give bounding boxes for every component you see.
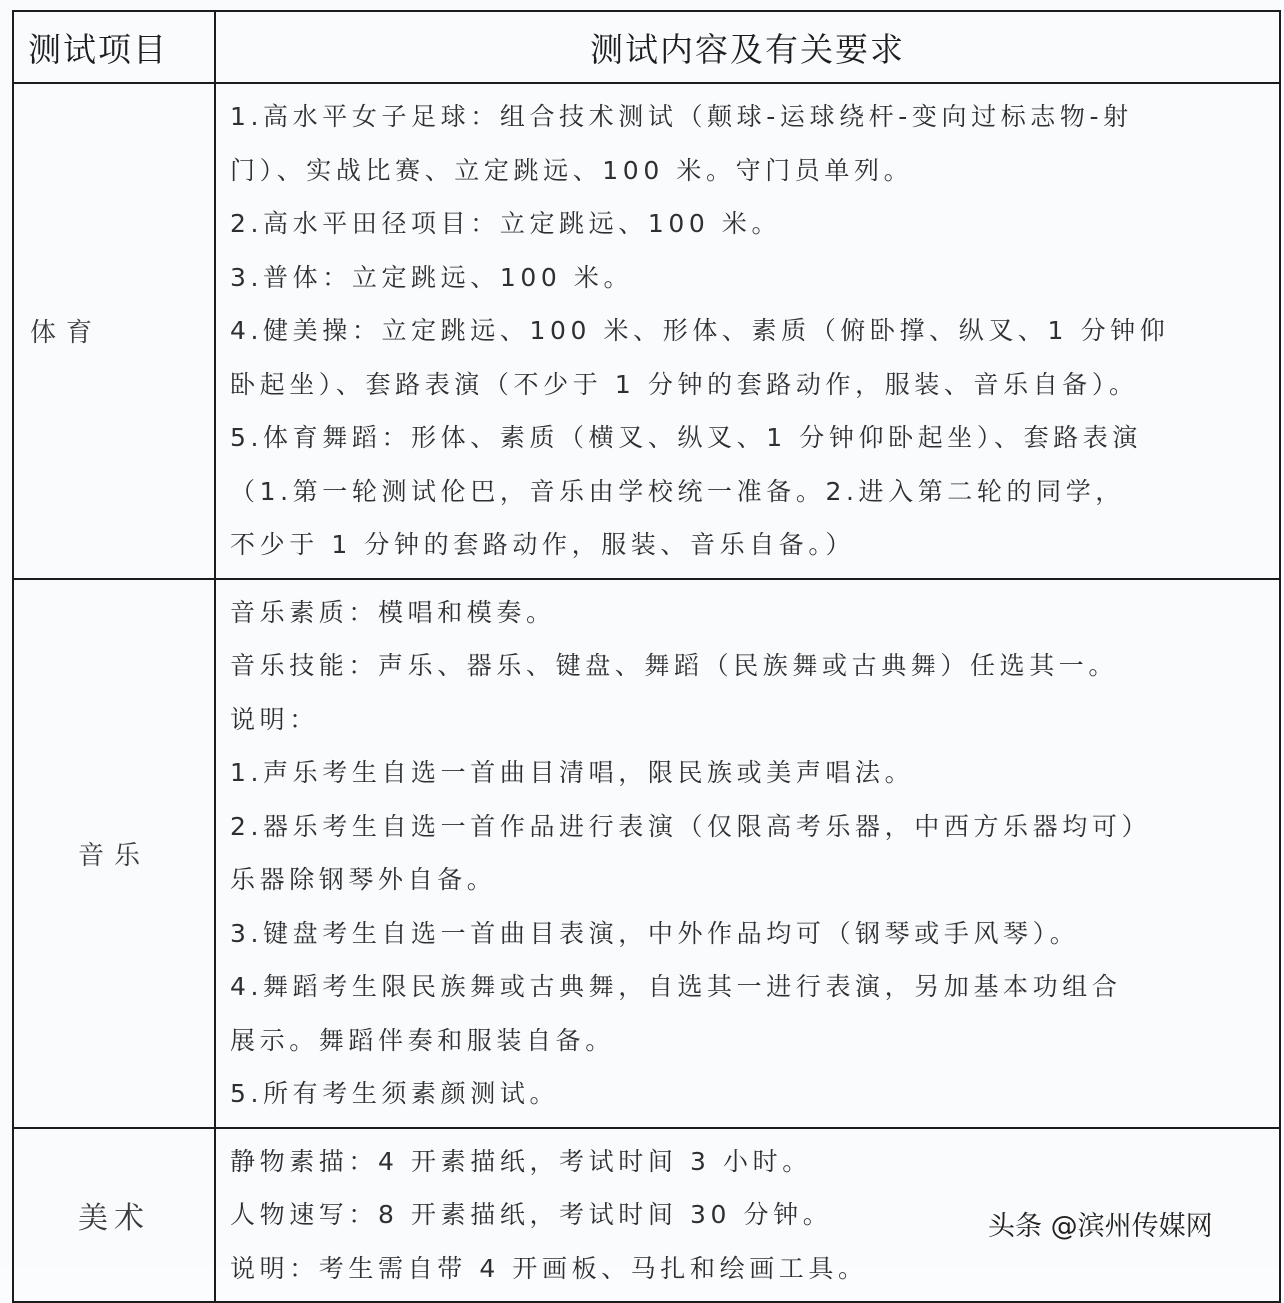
content-line: 门）、实战比赛、立定跳远、100 米。守门员单列。 (230, 155, 914, 185)
content-line: 4.健美操：立定跳远、100 米、形体、素质（俯卧撑、纵叉、1 分钟仰 (230, 316, 1170, 345)
content-line: 1.声乐考生自选一首曲目清唱，限民族或美声唱法。 (230, 758, 915, 787)
content-line: 音乐素质：模唱和模奏。 (230, 597, 556, 627)
content-cell (215, 83, 1280, 579)
content-line: 2.高水平田径项目：立定跳远、100 米。 (230, 209, 782, 238)
content-line: 说明： (230, 704, 319, 734)
content-line: 2.器乐考生自选一首作品进行表演（仅限高考乐器，中西方乐器均可） (230, 811, 1152, 841)
exam-requirements-table (12, 10, 1281, 1303)
content-line: 不少于 1 分钟的套路动作，服装、音乐自备。） (230, 530, 856, 559)
content-line: 1.高水平女子足球：组合技术测试（颠球-运球绕杆-变向过标志物-射 (230, 102, 1133, 131)
content-line: 乐器除钢琴外自备。 (230, 865, 497, 894)
content-line: 5.体育舞蹈：形体、素质（横叉、纵叉、1 分钟仰卧起坐）、套路表演 (230, 423, 1143, 452)
content-line: 音乐技能：声乐、器乐、键盘、舞蹈（民族舞或古典舞）任选其一。 (230, 651, 1119, 680)
content-line: 3.普体：立定跳远、100 米。 (230, 262, 634, 292)
source-watermark: 头条 @滨州传媒网 (988, 1211, 1213, 1242)
category-cell: 美术 (13, 1128, 215, 1303)
header-test-item: 测试项目 (13, 11, 215, 83)
category-cell: 音乐 (13, 579, 215, 1128)
content-line: 静物素描：4 开素描纸，考试时间 3 小时。 (230, 1146, 812, 1176)
content-line: 4.舞蹈考生限民族舞或古典舞，自选其一进行表演，另加基本功组合 (230, 972, 1122, 1001)
table-row-music (13, 579, 1280, 1128)
table-row-pe (13, 83, 1280, 579)
content-line: 卧起坐）、套路表演（不少于 1 分钟的套路动作，服装、音乐自备）。 (230, 369, 1139, 399)
content-cell (215, 579, 1280, 1128)
content-line: 5.所有考生须素颜测试。 (230, 1079, 560, 1108)
header-test-content: 测试内容及有关要求 (215, 11, 1280, 83)
content-line: 人物速写：8 开素描纸，考试时间 30 分钟。 (230, 1200, 833, 1229)
content-line: 3.键盘考生自选一首曲目表演，中外作品均可（钢琴或手风琴）。 (230, 918, 1080, 948)
category-cell: 体育 (13, 83, 215, 579)
table-header-row (13, 11, 1280, 83)
content-line: 展示。舞蹈伴奏和服装自备。 (230, 1025, 615, 1055)
content-line: （1.第一轮测试伦巴，音乐由学校统一准备。2.进入第二轮的同学， (230, 476, 1125, 506)
content-line: 说明：考生需自带 4 开画板、马扎和绘画工具。 (230, 1253, 868, 1283)
